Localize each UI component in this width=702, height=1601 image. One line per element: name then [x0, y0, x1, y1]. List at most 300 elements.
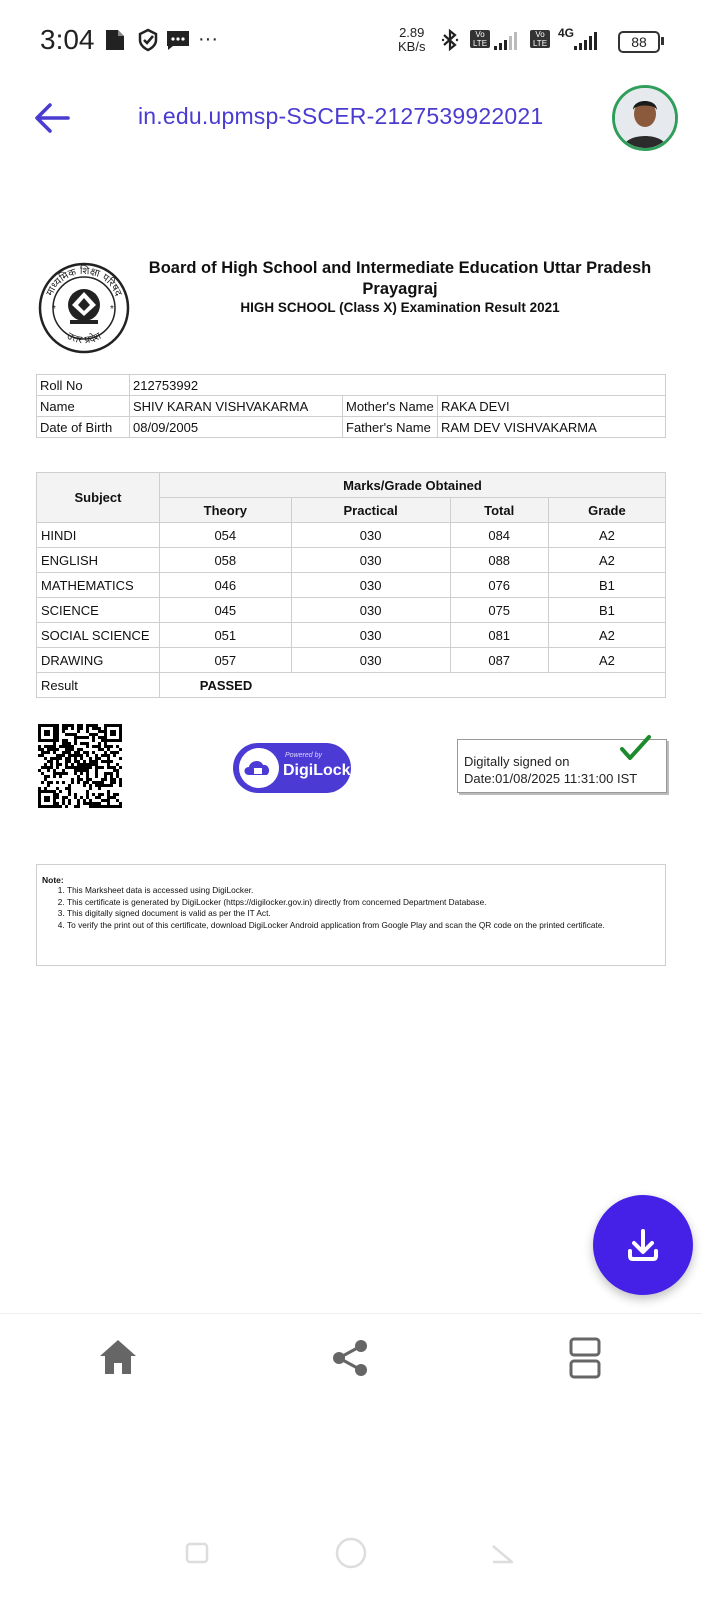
note-item: 3. This digitally signed document is valid as per the IT Act. — [67, 908, 667, 920]
more-notifications-icon: ··· — [198, 28, 218, 50]
qr-module — [86, 796, 89, 799]
qr-module — [98, 781, 101, 784]
qr-module — [56, 757, 59, 760]
qr-module — [68, 766, 71, 769]
qr-module — [77, 751, 80, 754]
qr-module — [98, 805, 101, 808]
qr-module — [68, 799, 71, 802]
qr-module — [65, 760, 68, 763]
qr-module — [62, 796, 65, 799]
qr-module — [86, 751, 89, 754]
qr-module — [113, 751, 116, 754]
qr-module — [62, 739, 65, 742]
checkmark-icon — [618, 734, 652, 762]
qr-module — [65, 796, 68, 799]
qr-module — [101, 799, 104, 802]
subject-header: Subject — [37, 473, 160, 523]
qr-module — [89, 760, 92, 763]
qr-module — [101, 766, 104, 769]
qr-module — [56, 796, 59, 799]
qr-module — [95, 760, 98, 763]
qr-module — [89, 763, 92, 766]
qr-module — [71, 766, 74, 769]
qr-module — [56, 727, 59, 730]
table-header-row — [37, 473, 666, 498]
signal-icon — [494, 32, 520, 50]
qr-module — [41, 748, 44, 751]
qr-module — [89, 805, 92, 808]
qr-module — [107, 790, 110, 793]
qr-module — [101, 805, 104, 808]
qr-module — [107, 757, 110, 760]
qr-module — [71, 733, 74, 736]
qr-module — [53, 751, 56, 754]
qr-module — [71, 763, 74, 766]
qr-module — [47, 775, 50, 778]
qr-module — [86, 727, 89, 730]
qr-module — [38, 748, 41, 751]
qr-module — [65, 742, 68, 745]
file-icon — [104, 28, 126, 52]
qr-module — [89, 799, 92, 802]
theory-cell: 054 — [160, 523, 292, 548]
qr-module — [47, 781, 50, 784]
qr-module — [71, 781, 74, 784]
qr-module — [116, 799, 119, 802]
bluetooth-icon — [440, 28, 460, 52]
qr-module — [107, 793, 110, 796]
qr-module — [95, 757, 98, 760]
qr-module — [116, 793, 119, 796]
qr-module — [74, 739, 77, 742]
theory-cell: 046 — [160, 573, 292, 598]
qr-module — [86, 772, 89, 775]
qr-module — [86, 724, 89, 727]
qr-module — [98, 748, 101, 751]
qr-module — [110, 745, 113, 748]
qr-module — [89, 802, 92, 805]
qr-module — [59, 790, 62, 793]
qr-module — [77, 766, 80, 769]
qr-module — [41, 766, 44, 769]
table-row — [37, 523, 666, 548]
qr-module — [107, 745, 110, 748]
board-seal-logo — [38, 262, 130, 354]
qr-module — [110, 784, 113, 787]
qr-module — [95, 724, 98, 727]
qr-module — [56, 754, 59, 757]
qr-module — [56, 763, 59, 766]
qr-module — [83, 802, 86, 805]
qr-module — [104, 778, 107, 781]
qr-module — [50, 748, 53, 751]
qr-module — [65, 757, 68, 760]
qr-module — [68, 802, 71, 805]
qr-module — [107, 754, 110, 757]
qr-module — [77, 781, 80, 784]
status-bar — [0, 0, 702, 84]
qr-module — [62, 745, 65, 748]
qr-module — [98, 745, 101, 748]
qr-module — [86, 730, 89, 733]
qr-module — [44, 766, 47, 769]
qr-module — [38, 745, 41, 748]
subject-cell: MATHEMATICS — [37, 573, 160, 598]
qr-module — [56, 733, 59, 736]
qr-module — [119, 778, 122, 781]
qr-module — [107, 796, 110, 799]
qr-module — [89, 766, 92, 769]
qr-module — [89, 787, 92, 790]
qr-module — [59, 805, 62, 808]
qr-module — [83, 736, 86, 739]
qr-module — [62, 751, 65, 754]
total-cell: 081 — [450, 623, 548, 648]
qr-module — [77, 754, 80, 757]
qr-module — [80, 778, 83, 781]
qr-module — [98, 742, 101, 745]
qr-module — [50, 745, 53, 748]
qr-module — [95, 769, 98, 772]
qr-module — [62, 730, 65, 733]
qr-module — [44, 763, 47, 766]
total-header: Total — [450, 498, 548, 523]
qr-module — [38, 787, 41, 790]
grade-cell: B1 — [548, 573, 665, 598]
qr-module — [104, 751, 107, 754]
qr-module — [56, 724, 59, 727]
qr-module — [56, 802, 59, 805]
qr-module — [116, 763, 119, 766]
qr-module — [59, 745, 62, 748]
qr-module — [80, 742, 83, 745]
qr-module — [86, 802, 89, 805]
document-title: in.edu.upmsp-SSCER-2127539922021 — [138, 103, 544, 129]
total-cell: 088 — [450, 548, 548, 573]
qr-module — [104, 745, 107, 748]
qr-module — [89, 733, 92, 736]
table-row — [37, 375, 666, 396]
qr-module — [83, 751, 86, 754]
total-cell: 087 — [450, 648, 548, 673]
qr-module — [110, 760, 113, 763]
qr-module — [71, 724, 74, 727]
roll-no-value: 212753992 — [130, 375, 666, 396]
qr-module — [89, 784, 92, 787]
qr-module — [56, 766, 59, 769]
total-cell: 076 — [450, 573, 548, 598]
qr-module — [80, 796, 83, 799]
qr-module — [119, 781, 122, 784]
qr-module — [74, 742, 77, 745]
qr-module — [80, 736, 83, 739]
digilocker-badge — [233, 743, 366, 793]
qr-module — [92, 805, 95, 808]
dob-label: Date of Birth — [37, 417, 130, 438]
table-row — [37, 417, 666, 438]
qr-module — [107, 772, 110, 775]
qr-module — [65, 739, 68, 742]
result-value: PASSED — [199, 677, 253, 693]
qr-module — [95, 766, 98, 769]
qr-module — [95, 763, 98, 766]
qr-module — [89, 778, 92, 781]
theory-cell: 045 — [160, 598, 292, 623]
qr-module — [59, 763, 62, 766]
total-cell: 084 — [450, 523, 548, 548]
qr-module — [65, 733, 68, 736]
qr-module — [50, 766, 53, 769]
name-value: SHIV KARAN VISHVAKARMA — [130, 396, 343, 417]
board-title: Board of High School and Intermediate Education Uttar Pradesh Prayagraj — [148, 259, 652, 298]
qr-module — [68, 754, 71, 757]
qr-module — [77, 748, 80, 751]
qr-module — [116, 805, 119, 808]
digital-signature-box — [457, 739, 667, 793]
qr-module — [77, 736, 80, 739]
qr-module — [74, 757, 77, 760]
qr-module — [62, 781, 65, 784]
qr-module — [74, 793, 77, 796]
qr-module — [68, 784, 71, 787]
grade-header: Grade — [548, 498, 665, 523]
signature-line-1: Digitally signed on — [464, 754, 570, 769]
qr-module — [56, 772, 59, 775]
qr-module — [110, 778, 113, 781]
back-system-icon[interactable] — [490, 1540, 516, 1566]
shield-check-icon — [138, 28, 158, 52]
qr-module — [80, 772, 83, 775]
father-name-value: RAM DEV VISHVAKARMA — [438, 417, 666, 438]
dob-value: 08/09/2005 — [130, 417, 343, 438]
qr-module — [74, 736, 77, 739]
qr-module — [83, 781, 86, 784]
battery-cap — [661, 37, 664, 45]
qr-module — [50, 760, 53, 763]
download-button[interactable] — [593, 1195, 693, 1295]
practical-cell: 030 — [291, 598, 450, 623]
grade-cell: A2 — [548, 648, 665, 673]
qr-module — [47, 751, 50, 754]
student-info-table — [36, 374, 666, 438]
marks-table — [36, 472, 666, 698]
grade-cell: B1 — [548, 598, 665, 623]
result-row — [37, 673, 666, 698]
qr-module — [110, 775, 113, 778]
qr-module — [113, 754, 116, 757]
qr-module — [47, 766, 50, 769]
seal-text-top: माध्यमिक शिक्षा परिषद — [44, 265, 124, 298]
qr-module — [62, 754, 65, 757]
recent-apps-icon[interactable] — [184, 1540, 210, 1566]
qr-module — [68, 724, 71, 727]
mother-name-label: Mother's Name — [343, 396, 438, 417]
qr-module — [95, 754, 98, 757]
qr-module — [107, 784, 110, 787]
qr-module — [104, 754, 107, 757]
qr-module — [92, 763, 95, 766]
qr-module — [65, 772, 68, 775]
qr-module — [95, 733, 98, 736]
grade-cell: A2 — [548, 523, 665, 548]
digilocker-powered-by: Powered by — [285, 752, 322, 759]
qr-module — [92, 745, 95, 748]
practical-cell: 030 — [291, 623, 450, 648]
qr-module — [86, 793, 89, 796]
practical-header: Practical — [291, 498, 450, 523]
qr-module — [74, 772, 77, 775]
qr-module — [89, 757, 92, 760]
qr-module — [41, 751, 44, 754]
note-list — [55, 885, 667, 931]
qr-module — [98, 796, 101, 799]
qr-module — [119, 784, 122, 787]
note-title: Note: — [42, 875, 64, 885]
qr-module — [56, 793, 59, 796]
qr-module — [110, 805, 113, 808]
qr-module — [62, 727, 65, 730]
avatar[interactable] — [612, 85, 678, 151]
qr-module — [77, 799, 80, 802]
qr-module — [80, 727, 83, 730]
qr-module — [113, 805, 116, 808]
qr-module — [53, 745, 56, 748]
qr-module — [44, 778, 47, 781]
qr-module — [68, 787, 71, 790]
qr-module — [98, 766, 101, 769]
qr-module — [74, 754, 77, 757]
qr-module — [101, 754, 104, 757]
note-item: 4. To verify the print out of this certificate, download DigiLocker Android application from Google Play and scan the QR code on the printed certificate. — [67, 920, 667, 932]
practical-cell: 030 — [291, 523, 450, 548]
qr-module — [92, 739, 95, 742]
qr-module — [95, 796, 98, 799]
qr-module — [110, 781, 113, 784]
qr-module — [95, 727, 98, 730]
qr-module — [92, 793, 95, 796]
seal-text-bottom: उत्तर प्रदेश — [64, 330, 104, 347]
qr-module — [98, 784, 101, 787]
back-arrow-icon[interactable] — [30, 96, 74, 140]
qr-module — [80, 769, 83, 772]
qr-module — [50, 763, 53, 766]
qr-module — [62, 799, 65, 802]
view-mode-icon[interactable] — [557, 1330, 613, 1386]
qr-module — [50, 757, 53, 760]
digilocker-icon — [239, 748, 279, 788]
qr-module — [98, 736, 101, 739]
qr-module — [107, 805, 110, 808]
qr-module — [83, 760, 86, 763]
table-row — [37, 623, 666, 648]
qr-module — [71, 748, 74, 751]
qr-module — [95, 805, 98, 808]
qr-module — [44, 745, 47, 748]
qr-module — [116, 751, 119, 754]
qr-module — [74, 769, 77, 772]
network-type: 4G — [558, 26, 575, 40]
qr-module — [116, 745, 119, 748]
qr-module — [44, 757, 47, 760]
network-speed-unit: KB/s — [398, 39, 426, 54]
table-row — [37, 548, 666, 573]
share-icon[interactable] — [323, 1330, 379, 1386]
qr-module — [77, 730, 80, 733]
theory-cell: 051 — [160, 623, 292, 648]
qr-module — [86, 778, 89, 781]
qr-module — [59, 772, 62, 775]
qr-module — [92, 724, 95, 727]
qr-module — [56, 781, 59, 784]
practical-cell: 030 — [291, 648, 450, 673]
note-item: 1. This Marksheet data is accessed using DigiLocker. — [67, 885, 667, 897]
practical-cell: 030 — [291, 548, 450, 573]
qr-module — [62, 772, 65, 775]
qr-module — [68, 751, 71, 754]
home-icon[interactable] — [90, 1330, 146, 1386]
qr-module — [101, 760, 104, 763]
qr-module — [65, 805, 68, 808]
qr-module — [92, 736, 95, 739]
qr-module — [98, 727, 101, 730]
qr-module — [92, 760, 95, 763]
grade-cell: A2 — [548, 548, 665, 573]
battery-indicator: 88 — [618, 31, 660, 53]
download-icon — [593, 1195, 693, 1295]
message-icon — [166, 28, 190, 52]
qr-module — [101, 778, 104, 781]
home-system-icon[interactable] — [333, 1535, 369, 1571]
table-row — [37, 598, 666, 623]
qr-module — [77, 724, 80, 727]
qr-module — [65, 751, 68, 754]
qr-module — [95, 772, 98, 775]
qr-module — [80, 748, 83, 751]
qr-module — [95, 745, 98, 748]
qr-module — [47, 784, 50, 787]
qr-module — [107, 748, 110, 751]
qr-module — [74, 751, 77, 754]
qr-module — [83, 742, 86, 745]
qr-module — [95, 781, 98, 784]
qr-module — [101, 781, 104, 784]
qr-module — [113, 769, 116, 772]
qr-module — [104, 742, 107, 745]
qr-module — [77, 802, 80, 805]
qr-module — [59, 754, 62, 757]
qr-module — [98, 802, 101, 805]
digilocker-name: DigiLocker — [283, 762, 366, 779]
qr-module — [86, 790, 89, 793]
qr-module — [56, 805, 59, 808]
grade-cell: A2 — [548, 623, 665, 648]
qr-module — [86, 781, 89, 784]
qr-module — [68, 757, 71, 760]
qr-module — [71, 727, 74, 730]
qr-module — [113, 766, 116, 769]
qr-module — [62, 802, 65, 805]
qr-module — [107, 802, 110, 805]
qr-module — [74, 760, 77, 763]
name-label: Name — [37, 396, 130, 417]
subject-cell: SOCIAL SCIENCE — [37, 623, 160, 648]
result-label: Result — [37, 673, 160, 698]
qr-module — [68, 760, 71, 763]
qr-module — [92, 733, 95, 736]
clock: 3:04 — [40, 24, 95, 55]
practical-cell: 030 — [291, 573, 450, 598]
qr-module — [77, 775, 80, 778]
